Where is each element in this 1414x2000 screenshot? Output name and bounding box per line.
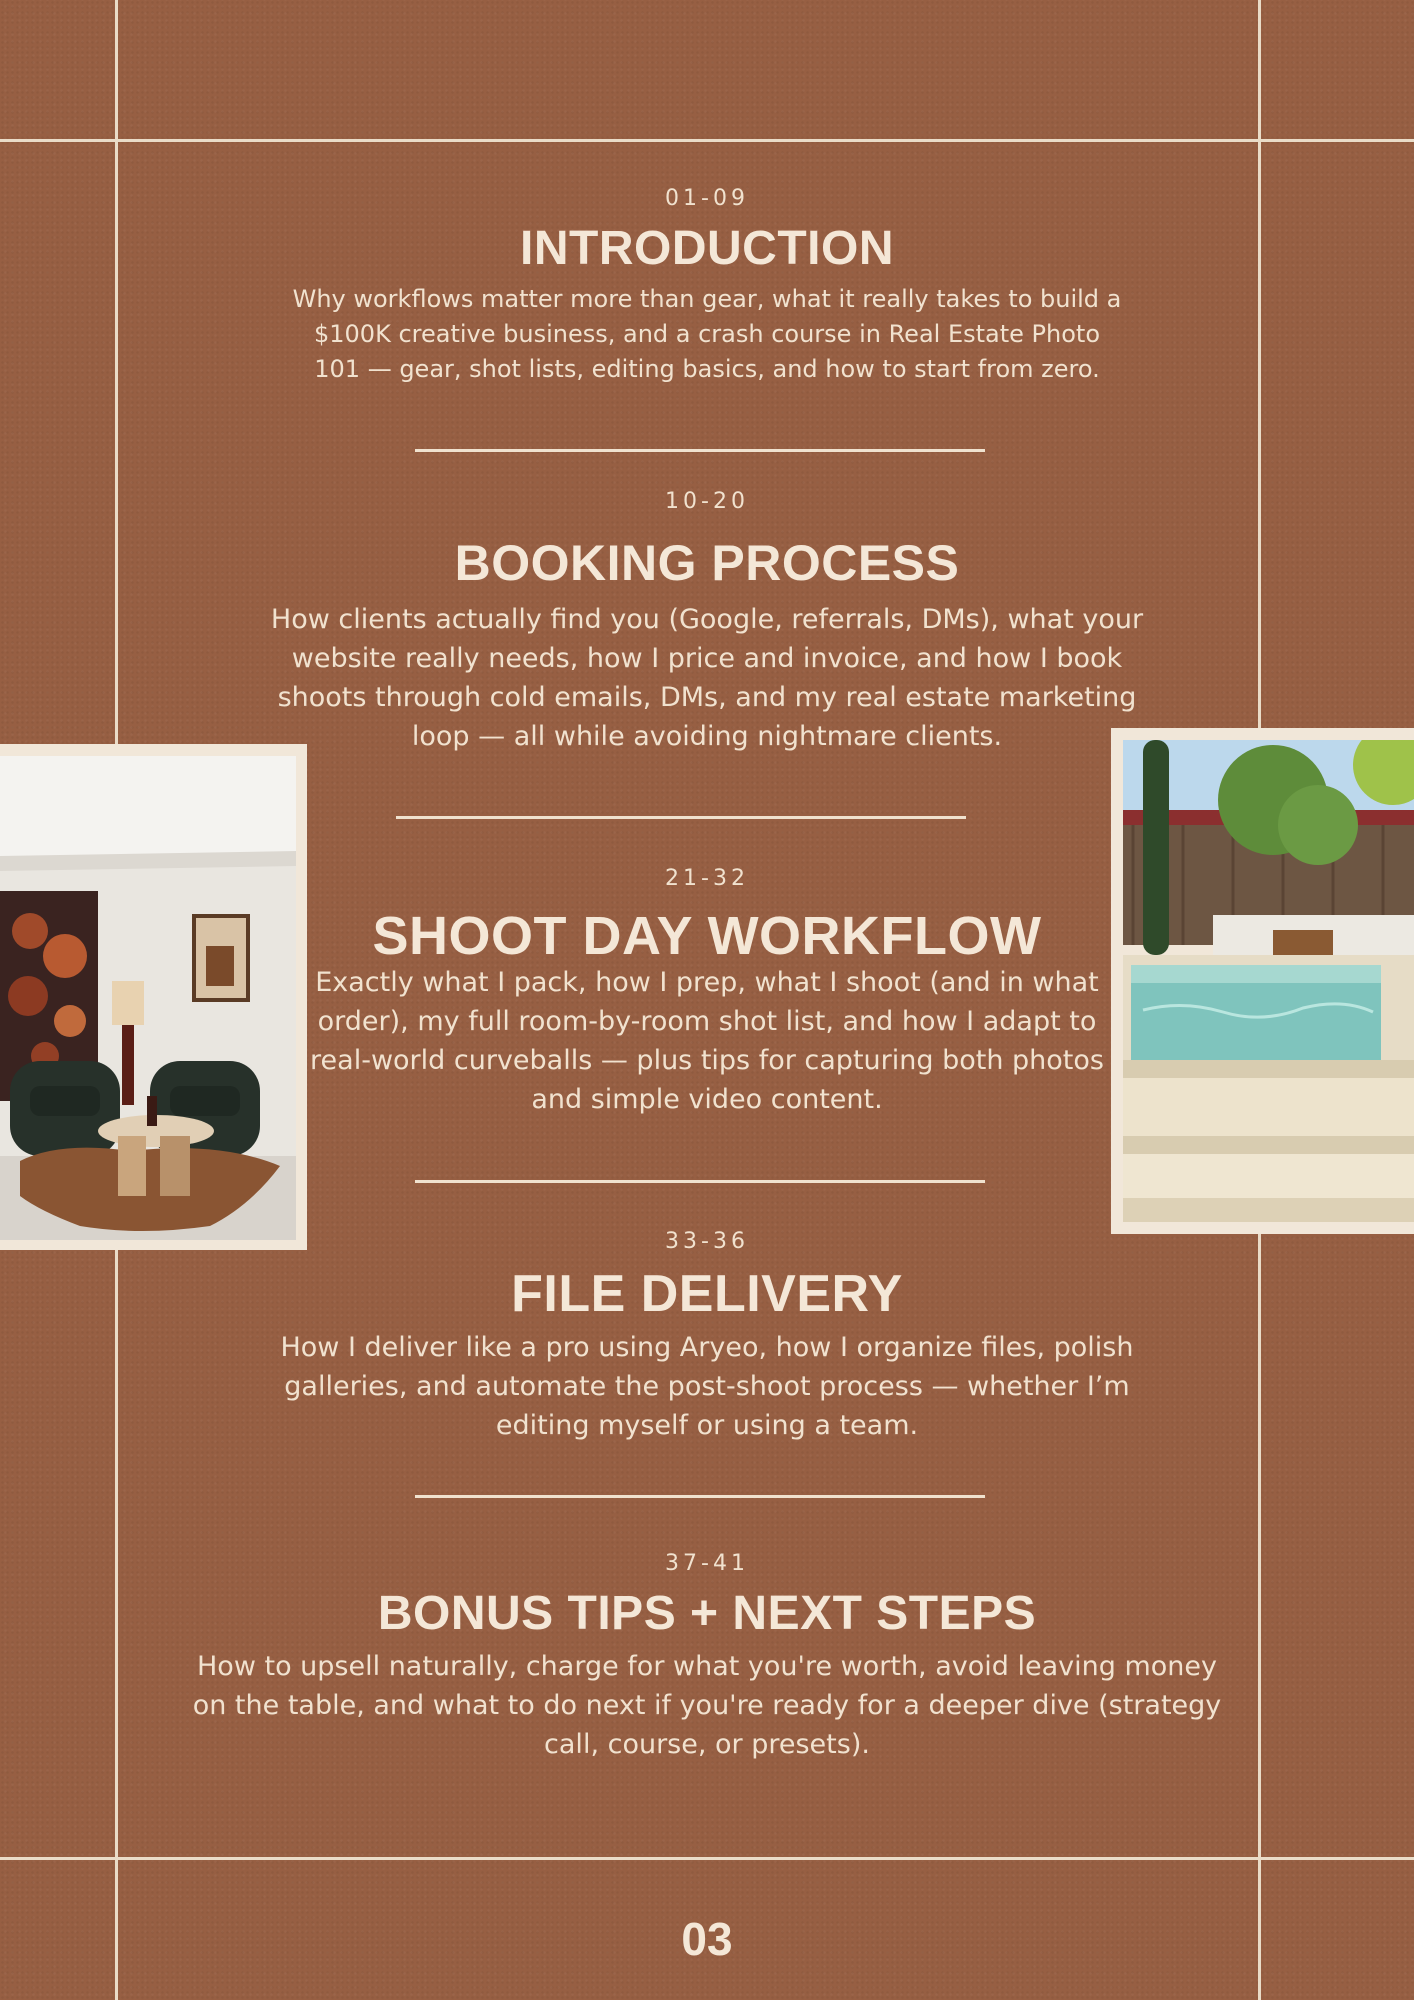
pool-image: [1123, 740, 1414, 1222]
section-page-range: 10-20: [665, 489, 749, 514]
grid-line-bottom: [0, 1857, 1414, 1860]
living-room-photo: [0, 744, 307, 1250]
section-description: How I deliver like a pro using Aryeo, how I organize files, polish galleries, and automate the post-shoot process — whether I’m editing myself or using a team.: [280, 1332, 1134, 1442]
section-title: BONUS TIPS + NEXT STEPS: [377, 1587, 1037, 1640]
section-bonus-tips: [0, 1551, 1414, 1764]
living-room-image: [0, 756, 296, 1240]
section-description: How clients actually find you (Google, referrals, DMs), what your website really needs, how I price and invoice, and how I book shoots through cold emails, DMs, and my real estate marketing loop — all while avoiding nightmare clients.: [270, 604, 1144, 753]
section-page-range: 33-36: [665, 1229, 749, 1254]
section-file-delivery: [0, 1229, 1414, 1445]
section-booking-process: [0, 489, 1414, 757]
section-divider: [415, 1495, 985, 1498]
section-page-range: 37-41: [665, 1551, 749, 1576]
section-title: BOOKING PROCESS: [454, 535, 960, 591]
section-divider: [415, 449, 985, 452]
section-divider: [415, 1180, 985, 1183]
section-description: How to upsell naturally, charge for what you're worth, avoid leaving money on the table, and what to do next if you're ready for a deeper dive (strategy call, course, or presets).: [192, 1651, 1222, 1761]
pool-photo: [1111, 728, 1414, 1234]
section-title: INTRODUCTION: [520, 222, 894, 275]
grid-line-top: [0, 139, 1414, 142]
page-number: 03: [681, 1913, 733, 1965]
section-page-range: 21-32: [665, 866, 749, 891]
section-description: Exactly what I pack, how I prep, what I shoot (and in what order), my full room-by-room shot list, and how I adapt to real-world curveballs — plus tips for capturing both photos and simple video content.: [310, 967, 1104, 1116]
section-introduction: [0, 186, 1414, 386]
section-title: SHOOT DAY WORKFLOW: [372, 906, 1042, 966]
section-title: FILE DELIVERY: [511, 1265, 903, 1323]
section-page-range: 01-09: [665, 186, 749, 211]
section-divider: [396, 816, 966, 819]
section-description: Why workflows matter more than gear, what it really takes to build a $100K creative business, and a crash course in Real Estate Photo 101 — gear, shot lists, editing basics, and how to start from zero.: [292, 285, 1122, 383]
